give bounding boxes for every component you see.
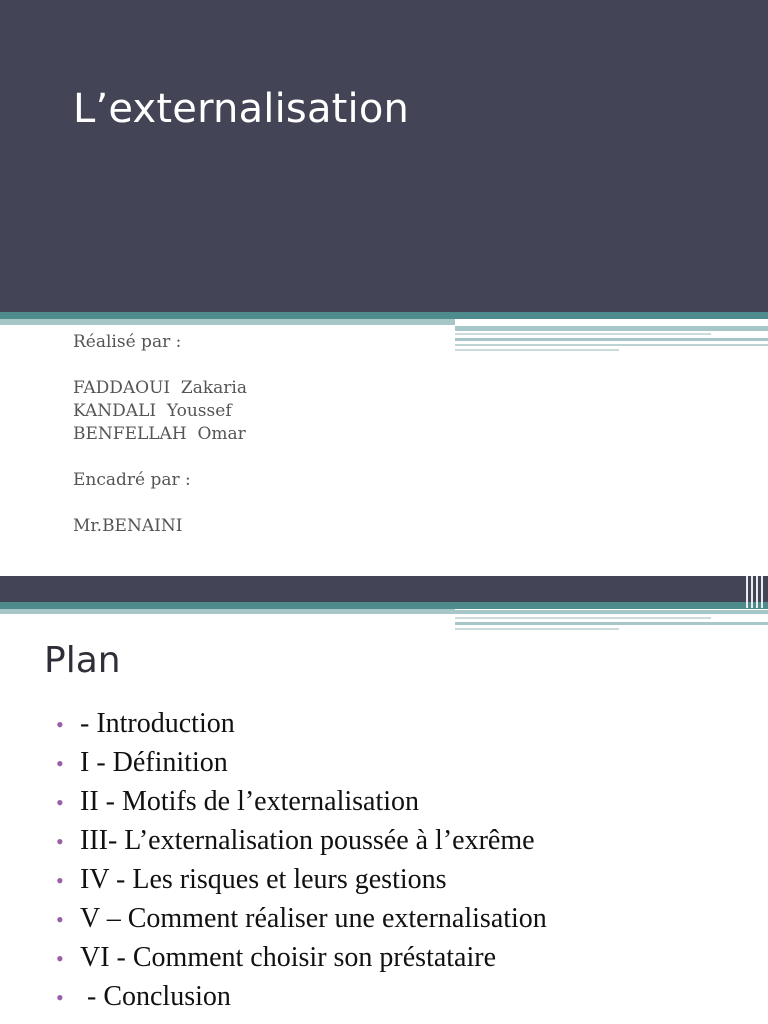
bullet-icon: •	[56, 946, 64, 971]
decor-line	[455, 326, 768, 331]
list-item-text: - Introduction	[80, 708, 235, 739]
decor-line	[455, 344, 768, 346]
decor-vertical-lines	[744, 576, 768, 608]
list-item	[56, 708, 547, 747]
list-item-text: III- L’externalisation poussée à l’exrême	[80, 825, 535, 856]
plan-list	[56, 708, 547, 1020]
teal-stripe	[0, 312, 768, 319]
light-stripe	[0, 319, 455, 325]
list-item-text: I - Définition	[80, 747, 228, 778]
list-item-text: II - Motifs de l’externalisation	[80, 786, 420, 817]
bullet-icon: •	[56, 868, 64, 893]
bullet-icon: •	[56, 712, 64, 737]
decor-line	[455, 622, 768, 625]
decor-line	[455, 333, 711, 335]
plan-title: Plan	[44, 640, 121, 681]
credits-line: Encadré par :	[73, 470, 191, 490]
decor-line	[455, 338, 768, 341]
white-stripe	[455, 319, 768, 325]
plan-slide	[0, 576, 768, 1024]
light-stripe	[0, 609, 455, 614]
decor-line	[455, 628, 619, 630]
author-name: KANDALI Youssef	[73, 401, 232, 421]
list-item	[56, 864, 547, 903]
title-band	[0, 0, 768, 312]
bullet-icon: •	[56, 907, 64, 932]
list-item	[56, 981, 547, 1020]
supervisor-name: Mr.BENAINI	[73, 516, 183, 536]
list-item	[56, 825, 547, 864]
credits-line: Réalisé par :	[73, 332, 182, 352]
list-item	[56, 942, 547, 981]
credits-block	[73, 331, 247, 538]
author-name: FADDAOUI Zakaria	[73, 378, 248, 398]
credits-spacer	[73, 446, 247, 469]
teal-stripe	[0, 602, 768, 609]
bullet-icon: •	[56, 829, 64, 854]
author-name: BENFELLAH Omar	[73, 424, 246, 444]
credits-spacer	[73, 492, 247, 515]
bullet-icon: •	[56, 790, 64, 815]
list-item-text: V – Comment réaliser une externalisation	[80, 903, 547, 934]
bullet-icon: •	[56, 751, 64, 776]
list-item-text: VI - Comment choisir son préstataire	[80, 942, 497, 973]
list-item-text: - Conclusion	[80, 981, 231, 1012]
list-item	[56, 786, 547, 825]
list-item	[56, 747, 547, 786]
decor-line	[455, 349, 619, 351]
list-item	[56, 903, 547, 942]
header-band	[0, 576, 768, 602]
credits-spacer	[73, 354, 247, 377]
decor-line	[455, 610, 768, 614]
slide-title: L’externalisation	[73, 86, 410, 132]
decor-line	[455, 617, 711, 619]
list-item-text: IV - Les risques et leurs gestions	[80, 864, 447, 895]
bullet-icon: •	[56, 985, 64, 1010]
